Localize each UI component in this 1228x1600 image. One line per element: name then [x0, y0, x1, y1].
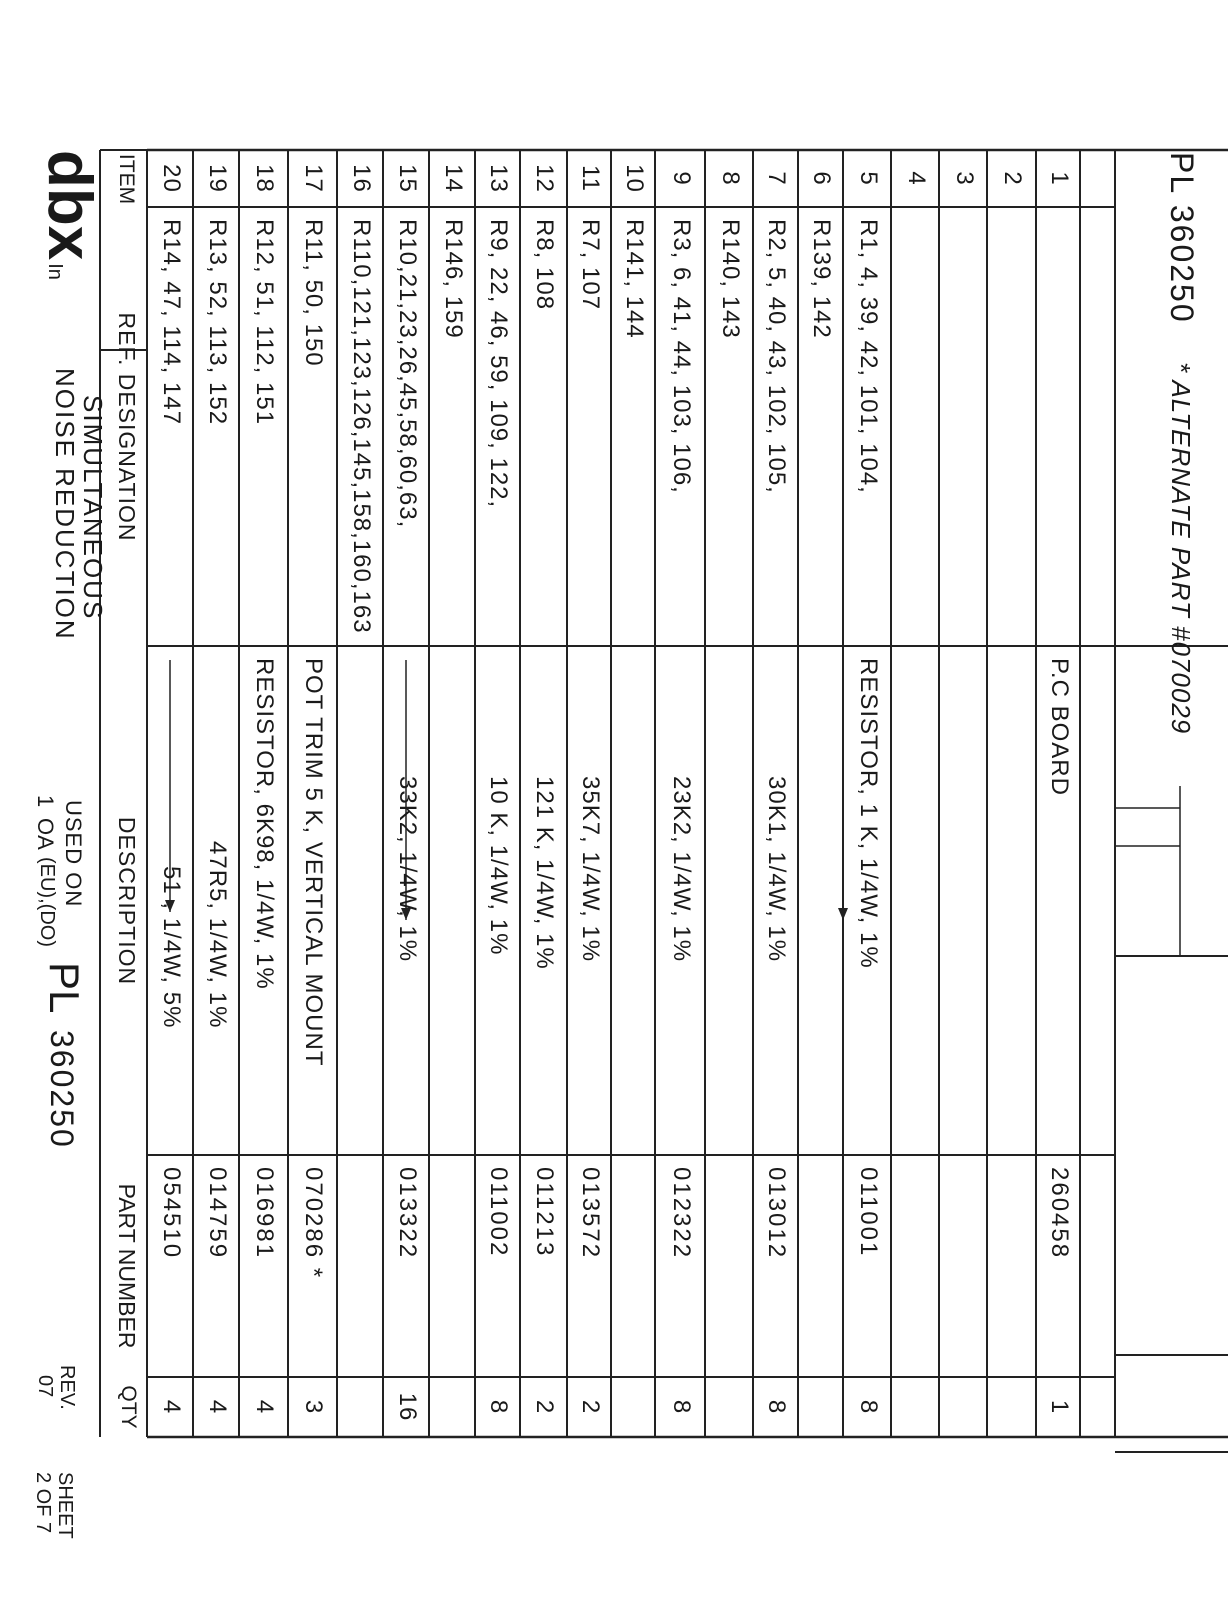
quantity: 8	[855, 1399, 882, 1415]
item-number: 16	[348, 164, 375, 193]
quantity: 4	[158, 1399, 185, 1415]
quantity: 8	[763, 1399, 791, 1415]
col-header-ref: REF. DESIGNATION	[114, 312, 140, 542]
part-number: 054510	[158, 1167, 185, 1260]
ref-designation: R2, 5, 40, 43, 102, 105,	[763, 219, 791, 494]
item-number: 10	[621, 164, 648, 193]
title-line-1: SIMULTANEOUS	[78, 395, 108, 621]
item-number: 8	[717, 171, 744, 186]
ref-designation: R7, 107	[577, 219, 604, 311]
quantity: 8	[668, 1399, 695, 1415]
item-number: 15	[394, 164, 421, 193]
used-on-label: USED ON	[61, 800, 86, 908]
quantity: 1	[1046, 1399, 1073, 1415]
ref-designation: R146, 159	[440, 219, 467, 339]
footer-pl: PL 360250	[1164, 152, 1200, 324]
description: 35K7, 1/4W, 1%	[577, 776, 604, 963]
sheet-label: SHEET	[54, 1472, 76, 1539]
item-number: 1	[1046, 171, 1073, 186]
quantity: 4	[251, 1399, 279, 1415]
description: 33K2, 1/4W, 1%	[394, 776, 421, 963]
item-number: 20	[158, 164, 185, 193]
item-number: 3	[951, 171, 978, 186]
ref-designation: R1, 4, 39, 42, 101, 104,	[855, 219, 882, 494]
rev-value: 07	[34, 1375, 56, 1398]
item-number: 12	[531, 164, 559, 193]
ref-designation: R11, 50, 150	[300, 219, 328, 367]
description: 121 K, 1/4W, 1%	[531, 776, 559, 970]
description: P.C BOARD	[1046, 658, 1073, 796]
item-number: 2	[999, 171, 1027, 186]
item-number: 14	[440, 164, 467, 193]
ref-designation: R140, 143	[717, 219, 744, 339]
ref-designation: R10,21,23,26,45,58,60,63,	[394, 219, 421, 529]
quantity: 2	[577, 1399, 604, 1415]
ref-designation: R12, 51, 112, 151	[251, 219, 279, 426]
ref-designation: R13, 52, 113, 152	[204, 219, 231, 426]
title-line-2: NOISE REDUCTION	[50, 368, 80, 641]
pl-number: 360250	[44, 1030, 80, 1149]
description: 23K2, 1/4W, 1%	[668, 776, 695, 963]
brand-suffix: In	[44, 263, 66, 280]
description: 10 K, 1/4W, 1%	[485, 776, 513, 956]
part-number: 016981	[251, 1167, 279, 1260]
item-number: 17	[300, 164, 328, 193]
item-number: 6	[808, 171, 836, 186]
description: 51 , 1/4W, 5%	[158, 866, 185, 1029]
ref-designation: R9, 22, 46, 59, 109, 122,	[485, 219, 513, 509]
ref-designation: R139, 142	[808, 219, 836, 339]
part-number: 013322	[394, 1167, 421, 1260]
part-number: 014759	[204, 1167, 231, 1260]
ref-designation: R3, 6, 41, 44, 103, 106,	[668, 219, 695, 494]
part-number: 070286 *	[300, 1167, 328, 1280]
footer-alternate-note: * ALTERNATE PART #070029	[1166, 362, 1196, 735]
part-number: 011002	[485, 1167, 513, 1258]
part-number: 260458	[1046, 1167, 1073, 1260]
quantity: 3	[300, 1399, 328, 1415]
brand-name: dbx	[35, 150, 104, 261]
sheet-value: 2 OF 7	[32, 1472, 54, 1534]
item-number: 13	[485, 164, 513, 193]
quantity: 4	[204, 1399, 231, 1415]
quantity: 16	[394, 1392, 421, 1422]
item-number: 18	[251, 164, 279, 193]
used-on-3: (EU),(DO)	[36, 857, 58, 947]
part-number: 013012	[763, 1167, 791, 1260]
col-header-item: ITEM	[115, 153, 138, 205]
col-header-part-number: PART NUMBER	[114, 1183, 140, 1349]
description: 30K1, 1/4W, 1%	[763, 776, 791, 963]
item-number: 4	[903, 171, 930, 186]
description: 47R5, 1/4W, 1%	[204, 841, 231, 1029]
ref-designation: R14, 47, 114, 147	[158, 219, 185, 426]
used-on-2: OA	[33, 818, 58, 850]
part-number: 011213	[531, 1167, 559, 1258]
arrow-head-icon	[838, 908, 848, 920]
item-number: 5	[855, 171, 882, 186]
pl-label: PL	[41, 962, 88, 1014]
description: RESISTOR, 1 K, 1/4W, 1%	[855, 658, 882, 969]
part-number: 011001	[855, 1167, 882, 1258]
used-on-1: 1	[33, 795, 58, 808]
part-number: 013572	[577, 1167, 604, 1260]
item-number: 19	[204, 164, 231, 193]
dbx-logo	[24, 150, 104, 280]
quantity: 8	[485, 1399, 513, 1415]
ref-designation: R110,121,123,126,145,158,160,163	[348, 219, 375, 634]
item-number: 9	[668, 171, 695, 186]
rev-label: REV.	[56, 1365, 78, 1410]
item-number: 11	[577, 165, 604, 192]
col-header-description: DESCRIPTION	[114, 816, 140, 986]
part-number: 012322	[668, 1167, 695, 1260]
description: POT TRIM 5 K, VERTICAL MOUNT	[300, 658, 328, 1067]
col-header-qty: QTY	[117, 1385, 140, 1429]
quantity: 2	[531, 1399, 559, 1415]
ref-designation: R8, 108	[531, 219, 559, 311]
item-number: 7	[763, 171, 791, 186]
description: RESISTOR, 6K98, 1/4W, 1%	[251, 658, 279, 990]
ref-designation: R141, 144	[621, 219, 648, 339]
